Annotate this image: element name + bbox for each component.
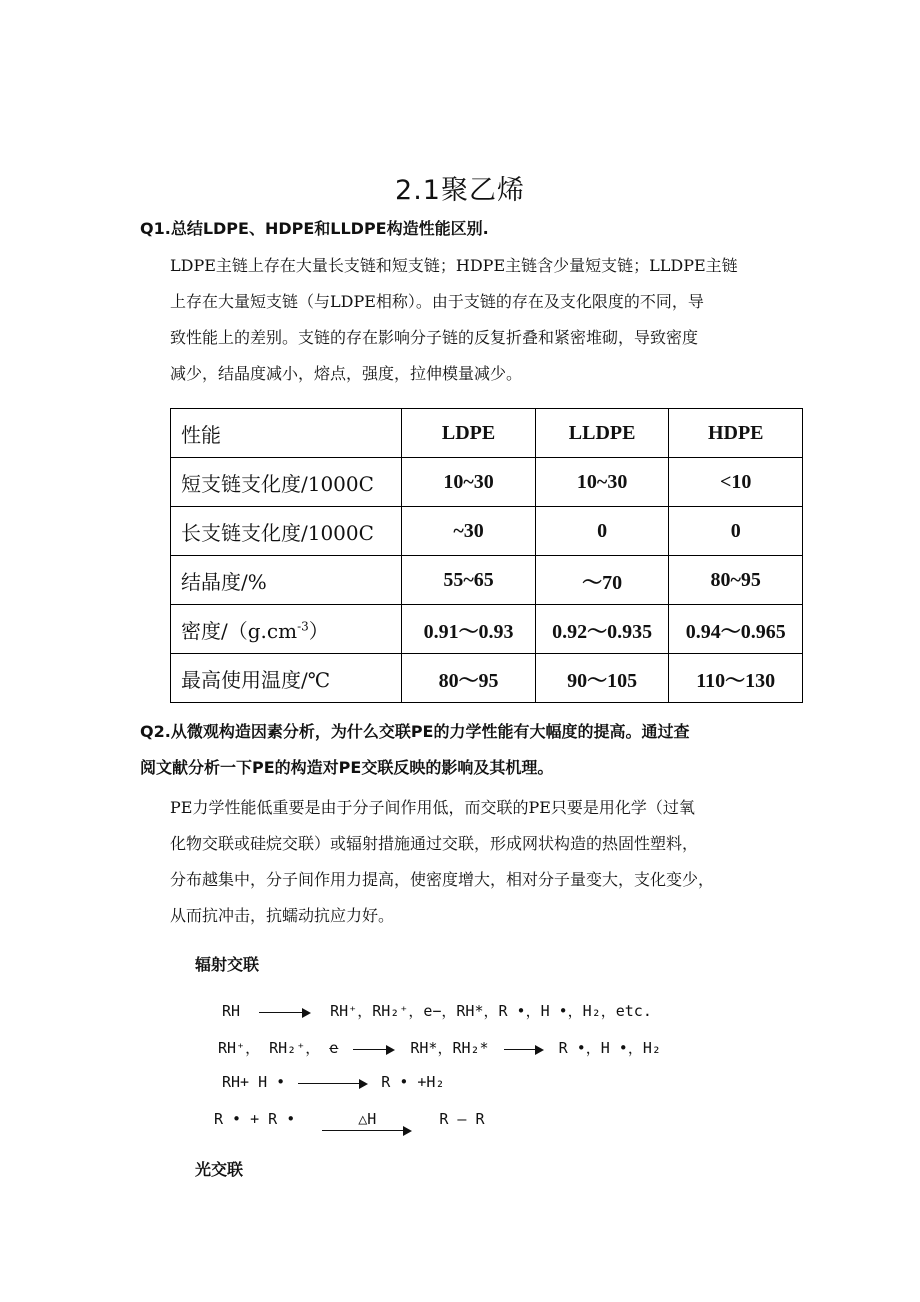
- row-label: [171, 605, 402, 654]
- question-2-line: 阅文献分析一下PE的构造对PE交联反映的影响及其机理。: [140, 758, 554, 777]
- section-title: 2.1聚乙烯: [395, 175, 525, 206]
- table-cell: 10~30: [402, 458, 536, 507]
- answer-1-line: 上存在大量短支链（与LDPE相称）。由于支链的存在及支化限度的不同，导: [170, 292, 704, 311]
- row-label: 长支链支化度/1000C: [171, 507, 402, 556]
- struck-electron: e: [329, 1039, 339, 1057]
- table-cell: 0.91～0.93: [402, 605, 536, 654]
- reactant: R • + R •: [214, 1110, 296, 1128]
- table-header-cell: LDPE: [402, 409, 536, 458]
- answer-2: [170, 790, 790, 934]
- photo-crosslink-heading: 光交联: [195, 1160, 244, 1179]
- table-header-row: [171, 409, 803, 458]
- table-cell: 0: [535, 507, 669, 556]
- answer-1-line: 减少，结晶度减小，熔点，强度，拉伸模量减少。: [170, 364, 523, 383]
- row-label: 短支链支化度/1000C: [171, 458, 402, 507]
- table-cell: 0.92～0.935: [535, 605, 669, 654]
- table-cell: 80~95: [669, 556, 803, 605]
- arrow-icon: [322, 1124, 412, 1136]
- reaction-1: [222, 1000, 652, 1021]
- row-label-end: ）: [308, 618, 329, 643]
- table-cell: <10: [669, 458, 803, 507]
- answer-2-line: PE力学性能低重要是由于分子间作用低，而交联的PE只要是用化学（过氧: [170, 798, 695, 817]
- arrow-icon: [353, 1043, 395, 1055]
- products: R — R: [439, 1110, 485, 1128]
- table-cell: 110～130: [669, 654, 803, 703]
- question-1: Q1.总结LDPE、HDPE和LLDPE构造性能区别.: [140, 219, 489, 238]
- answer-2-line: 化物交联或硅烷交联）或辐射措施通过交联，形成网状构造的热固性塑料，: [170, 834, 699, 853]
- reactant: RH: [222, 1002, 241, 1020]
- row-label: 结晶度/%: [171, 556, 402, 605]
- reactant: RH+ H •: [222, 1073, 286, 1091]
- products: R • +H₂: [381, 1073, 445, 1091]
- radiation-crosslink-heading: 辐射交联: [195, 955, 260, 974]
- property-table: [170, 408, 803, 703]
- table-header-cell: 性能: [171, 409, 402, 458]
- answer-1: [170, 248, 790, 392]
- answer-1-line: LDPE主链上存在大量长支链和短支链；HDPE主链含少量短支链；LLDPE主链: [170, 256, 738, 275]
- answer-2-line: 从而抗冲击，抗蠕动抗应力好。: [170, 906, 395, 925]
- row-label-text: 密度/（g.cm: [181, 618, 298, 643]
- intermediate: RH*，RH₂*: [410, 1039, 489, 1057]
- products: R •，H •，H₂: [558, 1039, 661, 1057]
- table-cell: 55~65: [402, 556, 536, 605]
- table-cell: 0.94～0.965: [669, 605, 803, 654]
- table-row: [171, 605, 803, 654]
- table-cell: 90～105: [535, 654, 669, 703]
- row-label-superscript: -3: [297, 618, 309, 633]
- table-cell: ~30: [402, 507, 536, 556]
- answer-1-line: 致性能上的差别。支链的存在影响分子链的反复折叠和紧密堆砌，导致密度: [170, 328, 699, 347]
- arrow-icon: [504, 1043, 544, 1055]
- products: RH⁺，RH₂⁺，e−，RH*，R •，H •，H₂，etc.: [330, 1002, 652, 1020]
- table-row: [171, 507, 803, 556]
- table-row: [171, 458, 803, 507]
- table-row: [171, 556, 803, 605]
- question-2: [140, 714, 800, 786]
- table-cell: 0: [669, 507, 803, 556]
- arrow-icon: [259, 1006, 311, 1018]
- row-label: 最高使用温度/℃: [171, 654, 402, 703]
- table-cell: ～70: [535, 556, 669, 605]
- table-cell: 10~30: [535, 458, 669, 507]
- reaction-3: [222, 1073, 445, 1091]
- reactant: RH⁺， RH₂⁺，: [218, 1039, 321, 1057]
- question-2-line: Q2.从微观构造因素分析，为什么交联PE的力学性能有大幅度的提高。通过查: [140, 722, 690, 741]
- table-row: [171, 654, 803, 703]
- heat-condition: △H: [358, 1110, 377, 1128]
- table-header-cell: HDPE: [669, 409, 803, 458]
- heat-arrow: [322, 1110, 412, 1128]
- table-cell: 80～95: [402, 654, 536, 703]
- table-header-cell: LLDPE: [535, 409, 669, 458]
- reaction-4: [214, 1110, 485, 1128]
- answer-2-line: 分布越集中，分子间作用力提高，使密度增大，相对分子量变大，支化变少，: [170, 870, 715, 889]
- arrow-icon: [298, 1077, 368, 1089]
- reaction-2: [218, 1037, 661, 1058]
